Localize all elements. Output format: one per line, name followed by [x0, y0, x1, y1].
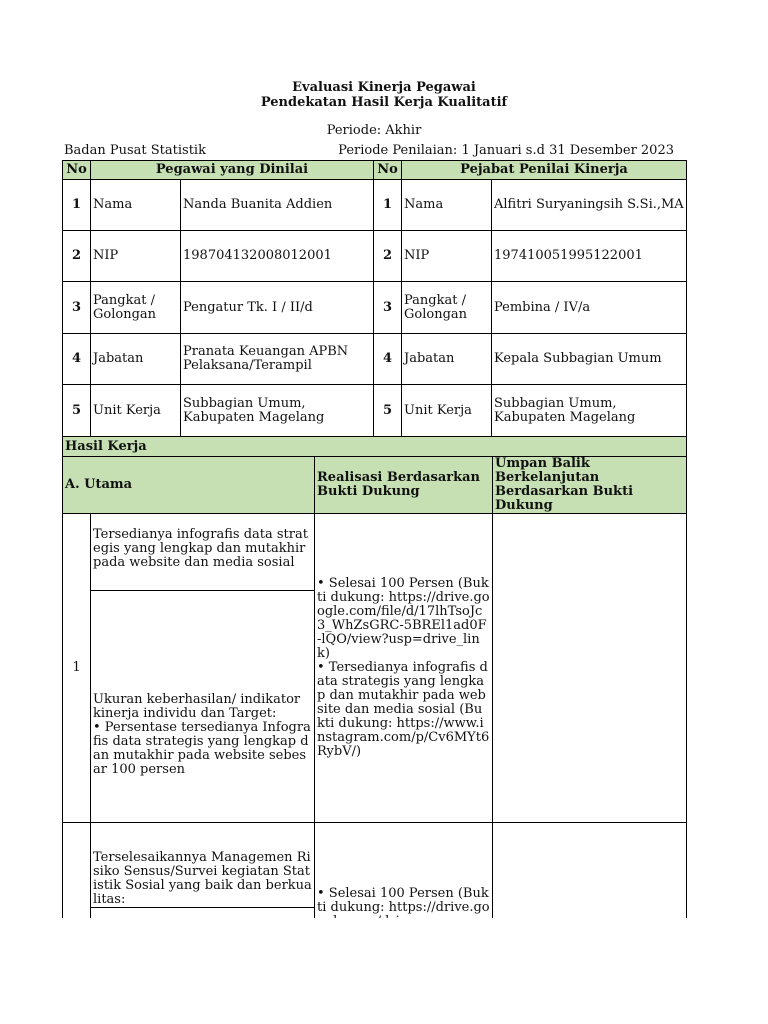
- assessor-position: Kepala Subbagian Umum: [492, 334, 687, 385]
- row-number: 4: [63, 334, 91, 385]
- row-label: Jabatan: [402, 334, 492, 385]
- employee-name: Nanda Buanita Addien: [181, 180, 374, 231]
- row-label: Pangkat / Golongan: [402, 282, 492, 334]
- row-label: Jabatan: [91, 334, 181, 385]
- employee-rank: Pengatur Tk. I / II/d: [181, 282, 374, 334]
- assessor-name: Alfitri Suryaningsih S.Si.,MA: [492, 180, 687, 231]
- document-subtitle: Pendekatan Hasil Kerja Kualitatif: [260, 95, 508, 110]
- table-row: [63, 514, 687, 591]
- col-assessor-header: Pejabat Penilai Kinerja: [402, 161, 687, 180]
- row-label: Nama: [91, 180, 181, 231]
- document-title: Evaluasi Kinerja Pegawai: [292, 80, 476, 95]
- col-main-header: A. Utama: [63, 457, 315, 514]
- item-feedback: [493, 514, 687, 823]
- item-realization-text: • Selesai 100 Persen (Bukti dukung: https://drive.google.com/file/d/17lhTsoJc3_WhZsGRC-5BREl1ad0F-lQO/view?usp=drive_link) • Tersedianya infografis data strategis yang lengkap dan mutakhir pada website dan media sosial (Bukti dukung: https://www.instagram.com/p/Cv6MYt6RybV/): [317, 576, 490, 759]
- item-target: [91, 823, 315, 908]
- item-indicator: [91, 591, 315, 823]
- table-row: [63, 231, 687, 282]
- item-number: 1: [63, 514, 91, 823]
- row-number: 3: [63, 282, 91, 334]
- row-number: 3: [374, 282, 402, 334]
- row-label: Nama: [402, 180, 492, 231]
- item-target-text: Terselesaikannya Managemen Risiko Sensus/Survei kegiatan Statistik Sosial yang baik dan berkualitas:: [93, 850, 312, 907]
- row-label: Pangkat / Golongan: [91, 282, 181, 334]
- row-number: 1: [374, 180, 402, 231]
- row-label: Unit Kerja: [91, 385, 181, 437]
- work-results-table: [62, 436, 687, 948]
- col-feedback-header: Umpan Balik Berkelanjutan Berdasarkan Bukti Dukung: [493, 457, 687, 514]
- row-label: Unit Kerja: [402, 385, 492, 437]
- table-row: [63, 385, 687, 437]
- row-number: 1: [63, 180, 91, 231]
- row-number: 5: [374, 385, 402, 437]
- identity-table: [62, 160, 687, 437]
- employee-position: Pranata Keuangan APBN Pelaksana/Terampil: [181, 334, 374, 385]
- table-row: [63, 334, 687, 385]
- col-no-assessor: No: [374, 161, 402, 180]
- periode-label: Periode: Akhir: [326, 123, 422, 138]
- row-number: 2: [374, 231, 402, 282]
- col-employee-header: Pegawai yang Dinilai: [91, 161, 374, 180]
- item-target: [91, 514, 315, 591]
- row-number: 2: [63, 231, 91, 282]
- employee-unit: Subbagian Umum, Kabupaten Magelang: [181, 385, 374, 437]
- assessor-rank: Pembina / IV/a: [492, 282, 687, 334]
- assessor-nip: 197410051995122001: [492, 231, 687, 282]
- assessor-unit: Subbagian Umum, Kabupaten Magelang: [492, 385, 687, 437]
- organization-name: Badan Pusat Statistik: [64, 143, 206, 158]
- item-target-text: Tersedianya infografis data strategis yang lengkap dan mutakhir pada website dan media sosial: [93, 527, 310, 570]
- section-title: Hasil Kerja: [63, 437, 687, 457]
- row-number: 4: [374, 334, 402, 385]
- assessment-period: Periode Penilaian: 1 Januari s.d 31 Desember 2023: [338, 143, 674, 158]
- item-realization: [315, 514, 493, 823]
- col-realization-header: Realisasi Berdasarkan Bukti Dukung: [315, 457, 493, 514]
- row-label: NIP: [402, 231, 492, 282]
- page-bottom-margin: [0, 918, 768, 1024]
- table-row: [63, 282, 687, 334]
- item-indicator-text: Ukuran keberhasilan/ indikator kinerja individu dan Target: • Persentase tersedianya Infografis data strategis yang lengkap dan mutakhir pada website sebesar 100 persen: [93, 692, 311, 777]
- item-realization-text: • Selesai 100 Persen (Bukti dukung: https://drive.go: [317, 886, 490, 915]
- col-no-employee: No: [63, 161, 91, 180]
- table-row: [63, 180, 687, 231]
- table-row: [63, 823, 687, 908]
- row-label: NIP: [91, 231, 181, 282]
- row-number: 5: [63, 385, 91, 437]
- employee-nip: 198704132008012001: [181, 231, 374, 282]
